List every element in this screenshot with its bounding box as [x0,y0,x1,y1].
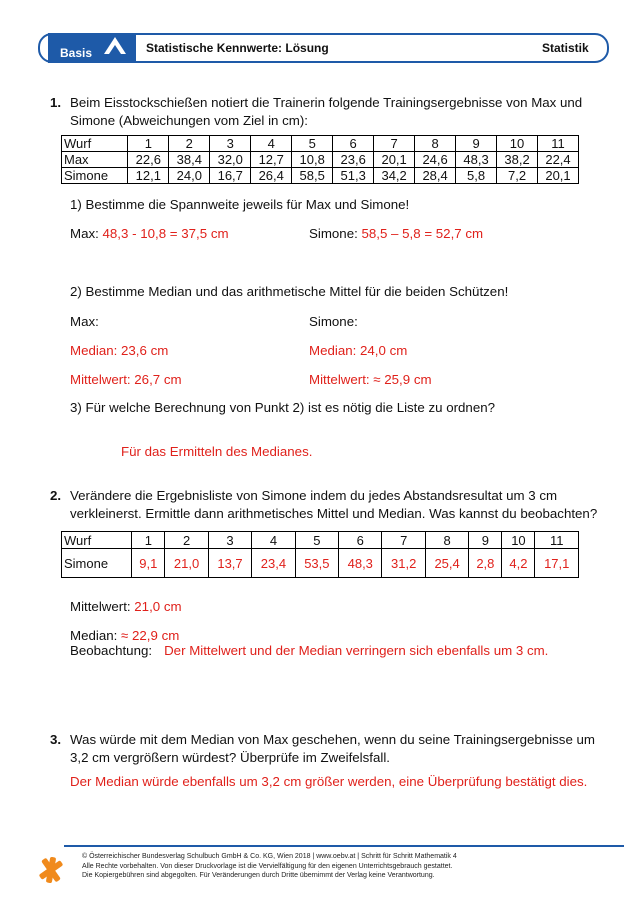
task2-table [61,531,579,578]
task3-number: 3. [50,732,62,747]
table-cell: 12,1 [128,168,169,184]
table-cell: 1 [132,532,165,549]
table-cell: 25,4 [425,549,468,578]
q3-answer: Für das Ermitteln des Medianes. [121,444,313,459]
task1-text-line2: Simone (Abweichungen vom Ziel in cm): [70,113,308,128]
table-cell: 8 [415,136,456,152]
table-cell: 22,4 [538,152,579,168]
table-cell: 24,0 [169,168,210,184]
q2-simone-label: Simone: [309,314,358,329]
table-cell: 10,8 [292,152,333,168]
table-cell: 16,7 [210,168,251,184]
task2-mean [70,598,182,616]
table-cell: 11 [538,136,579,152]
table-cell: 38,2 [497,152,538,168]
table-cell: 23,4 [252,549,295,578]
q2-max-median: Median: 23,6 cm [70,343,169,358]
table-row [62,549,579,578]
task1-q1-simone [309,225,483,243]
table-cell: 7 [382,532,425,549]
table-cell: 6 [333,136,374,152]
footer-text [82,852,457,881]
table-cell: 2 [165,532,208,549]
table-row [62,168,579,184]
table-cell: 6 [339,532,382,549]
table-cell: 23,6 [333,152,374,168]
footer-line2: Alle Rechte vorbehalten. Von dieser Druckvorlage ist die Vervielfältigung für den eigenen Unterrichtsgebrauch gestattet. [82,862,453,870]
table-cell: 4 [251,136,292,152]
task1-q1-max [70,225,229,243]
task2-text-line1: Verändere die Ergebnisliste von Simone indem du jedes Abstandsresultat um 3 cm [70,488,558,503]
oebv-star-icon [36,855,66,885]
table-cell: 4 [252,532,295,549]
table-cell: 12,7 [251,152,292,168]
row-label-cell: Wurf [62,532,132,549]
footer-line3: Die Kopiergebühren sind abgegolten. Für Veränderungen durch Dritte übernimmt der Verlag keine Verantwortung. [82,872,435,879]
table-cell: 2 [169,136,210,152]
task2-text-line2: verkleinerst. Ermittle dann arithmetisches Mittel und Median. Was kannst du beobachten? [70,506,598,521]
task2-observation [70,642,548,660]
table-cell: 3 [210,136,251,152]
median-answer: ≈ 22,9 cm [121,628,180,643]
table-cell: 17,1 [535,549,579,578]
task1-q2: 2) Bestimme Median und das arithmetische Mittel für die beiden Schützen! [70,284,509,299]
table-row [62,152,579,168]
row-label-cell: Simone [62,168,128,184]
table-cell: 8 [425,532,468,549]
table-cell: 7,2 [497,168,538,184]
table-header-row [62,532,579,549]
table-cell: 10 [497,136,538,152]
table-cell: 38,4 [169,152,210,168]
row-label-cell: Wurf [62,136,128,152]
task3-text-line1: Was würde mit dem Median von Max geschehen, wenn du seine Trainingsergebnisse um [70,732,596,747]
table-cell: 26,4 [251,168,292,184]
mean-label: Mittelwert: [70,599,135,614]
table-cell: 51,3 [333,168,374,184]
mean-answer: 21,0 cm [134,599,182,614]
table-cell: 31,2 [382,549,425,578]
table-cell: 10 [502,532,535,549]
table-cell: 21,0 [165,549,208,578]
row-label-cell: Simone [62,549,132,578]
table-cell: 24,6 [415,152,456,168]
table-cell: 22,6 [128,152,169,168]
row-label-cell: Max [62,152,128,168]
footer-line1: © Österreichischer Bundesverlag Schulbuch GmbH & Co. KG, Wien 2018 | www.oebv.at | Schritt für Schritt Mathematik 4 [82,853,457,860]
obs-answer: Der Mittelwert und der Median verringern sich ebenfalls um 3 cm. [164,643,549,658]
table-cell: 2,8 [469,549,502,578]
logo-text: Basis [60,46,93,60]
table-cell: 34,2 [374,168,415,184]
table-cell: 28,4 [415,168,456,184]
task3-text-line2: 3,2 cm vergrößern würdest? Überprüfe im Zweifelsfall. [70,750,390,765]
task2-number: 2. [50,488,62,503]
task1-q3: 3) Für welche Berechnung von Punkt 2) ist es nötig die Liste zu ordnen? [70,400,496,415]
table-cell: 20,1 [538,168,579,184]
q2-simone-median: Median: 24,0 cm [309,343,408,358]
table-cell: 53,5 [295,549,338,578]
subject-label: Statistik [542,41,589,55]
table-cell: 9,1 [132,549,165,578]
triangle-inner-icon [109,45,121,54]
table-cell: 48,3 [339,549,382,578]
table-header-row [62,136,579,152]
table-cell: 9 [456,136,497,152]
median-label: Median: [70,628,121,643]
table-cell: 11 [535,532,579,549]
table-cell: 3 [208,532,251,549]
obs-label: Beobachtung: [70,643,153,658]
q1-max-answer: 48,3 - 10,8 = 37,5 cm [102,226,229,241]
q1-max-label: Max: [70,226,103,241]
table-cell: 58,5 [292,168,333,184]
task3-answer: Der Median würde ebenfalls um 3,2 cm größer werden, eine Überprüfung bestätigt dies. [70,774,588,789]
task1-text-line1: Beim Eisstockschießen notiert die Trainerin folgende Trainingsergebnisse von Max und [70,95,583,110]
table-cell: 1 [128,136,169,152]
table-cell: 5 [292,136,333,152]
task1-q1: 1) Bestimme die Spannweite jeweils für Max und Simone! [70,197,410,212]
q2-max-label: Max: [70,314,99,329]
table-cell: 5 [295,532,338,549]
footer-rule [64,845,624,847]
table-cell: 4,2 [502,549,535,578]
table-cell: 48,3 [456,152,497,168]
table-cell: 20,1 [374,152,415,168]
page-title: Statistische Kennwerte: Lösung [146,41,329,55]
q1-simone-label: Simone: [309,226,362,241]
q1-simone-answer: 58,5 – 5,8 = 52,7 cm [361,226,484,241]
table-cell: 7 [374,136,415,152]
task1-table [61,135,579,184]
table-cell: 5,8 [456,168,497,184]
q2-max-mean: Mittelwert: 26,7 cm [70,372,182,387]
table-cell: 32,0 [210,152,251,168]
table-cell: 13,7 [208,549,251,578]
task1-number: 1. [50,95,62,110]
table-cell: 9 [469,532,502,549]
q2-simone-mean: Mittelwert: ≈ 25,9 cm [309,372,432,387]
